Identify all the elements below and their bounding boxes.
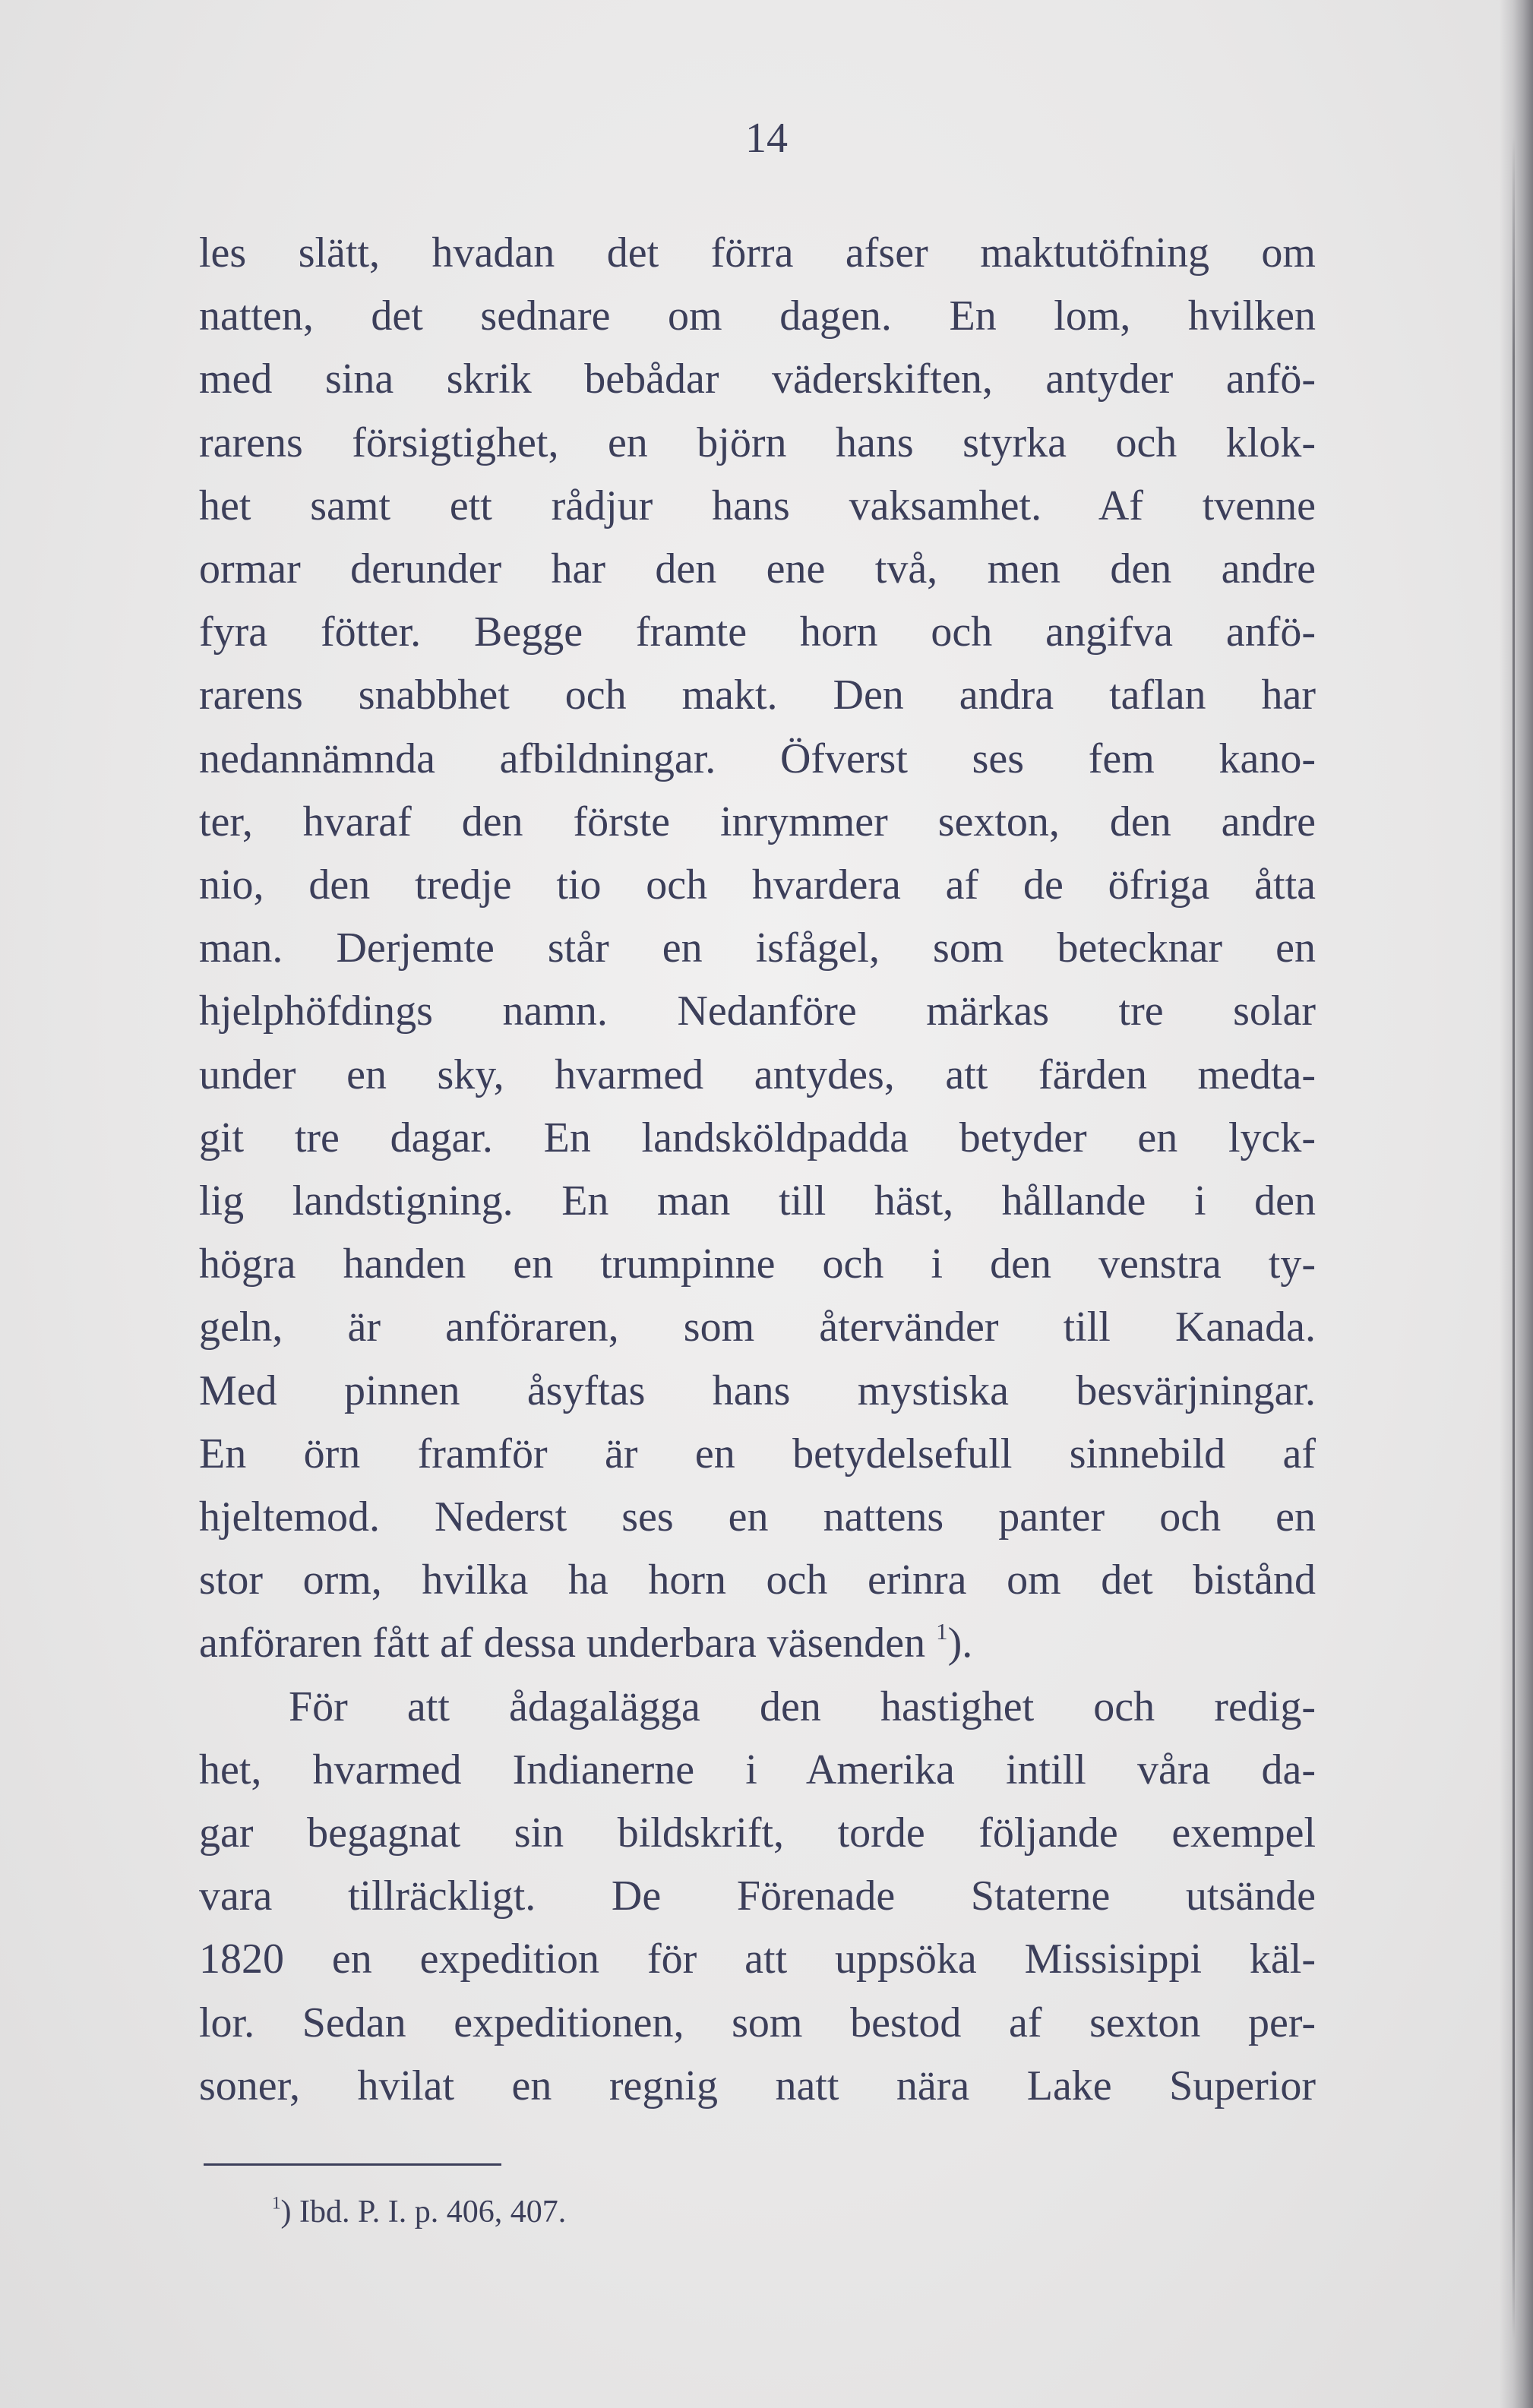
footnote: [272, 2194, 566, 2230]
text-line: geln, är anföraren, som återvänder till Kanada.: [199, 1304, 1316, 1351]
text-line: nedannämnda afbildningar. Öfverst ses fem kano-: [199, 735, 1316, 782]
text-line: lor. Sedan expeditionen, som bestod af sexton per-: [199, 1999, 1316, 2046]
text-line: med sina skrik bebådar väderskiften, antyder anfö-: [199, 356, 1316, 403]
text-line: rarens snabbhet och makt. Den andra taflan har: [199, 672, 1316, 719]
text-line-with-footnote: [199, 1612, 1316, 1675]
text-line: En örn framför är en betydelsefull sinnebild af: [199, 1430, 1316, 1477]
text-line: nio, den tredje tio och hvardera af de öfriga åtta: [199, 861, 1316, 909]
text-line: 1820 en expedition för att uppsöka Missisippi käl-: [199, 1936, 1316, 1983]
text-line: hjelphöfdings namn. Nedanföre märkas tre solar: [199, 988, 1316, 1035]
footnote-reference[interactable]: 1: [936, 1619, 948, 1645]
text-line: rarens försigtighet, en björn hans styrka och klok-: [199, 419, 1316, 466]
paragraph-1: [199, 222, 1316, 1676]
footnote-mark: 1: [272, 2192, 281, 2213]
footnote-text: ) Ibd. P. I. p. 406, 407.: [280, 2195, 567, 2229]
text-line: För att ådagalägga den hastighet och redig-: [289, 1683, 1316, 1730]
text-line: het samt ett rådjur hans vaksamhet. Af tvenne: [199, 482, 1316, 529]
text-line: soner, hvilat en regnig natt nära Lake Superior: [199, 2062, 1316, 2109]
body-text: [199, 222, 1316, 2118]
text-line-content: anföraren fått af dessa underbara väsenden: [199, 1620, 926, 1667]
text-line: Med pinnen åsyftas hans mystiska besvärjningar.: [199, 1367, 1316, 1414]
closing-punctuation: ).: [947, 1620, 973, 1667]
text-line: under en sky, hvarmed antydes, att färden medta-: [199, 1051, 1316, 1098]
text-line: gar begagnat sin bildskrift, torde följande exempel: [199, 1809, 1316, 1857]
page-number: 14: [745, 115, 788, 162]
page-edge-shadow: [1500, 0, 1533, 2408]
text-line: vara tillräckligt. De Förenade Staterne utsände: [199, 1872, 1316, 1920]
text-line: stor orm, hvilka ha horn och erinra om det bistånd: [199, 1556, 1316, 1604]
text-line: les slätt, hvadan det förra afser maktutöfning om: [199, 229, 1316, 277]
text-line: man. Derjemte står en isfågel, som betecknar en: [199, 924, 1316, 972]
text-line: hjeltemod. Nederst ses en nattens panter och en: [199, 1493, 1316, 1541]
text-line: het, hvarmed Indianerne i Amerika intill våra da-: [199, 1746, 1316, 1793]
text-line: ter, hvaraf den förste inrymmer sexton, den andre: [199, 798, 1316, 845]
paragraph-2: [199, 1676, 1316, 2118]
text-line: ormar derunder har den ene två, men den andre: [199, 545, 1316, 593]
text-line: natten, det sednare om dagen. En lom, hvilken: [199, 292, 1316, 340]
text-line: högra handen en trumpinne och i den venstra ty-: [199, 1240, 1316, 1288]
text-line: lig landstigning. En man till häst, hållande i den: [199, 1177, 1316, 1225]
text-line: fyra fötter. Begge framte horn och angifva anfö-: [199, 608, 1316, 656]
binding-edge-line: [1512, 137, 1515, 2340]
text-line: git tre dagar. En landsköldpadda betyder en lyck-: [199, 1114, 1316, 1161]
footnote-divider: [204, 2163, 501, 2166]
